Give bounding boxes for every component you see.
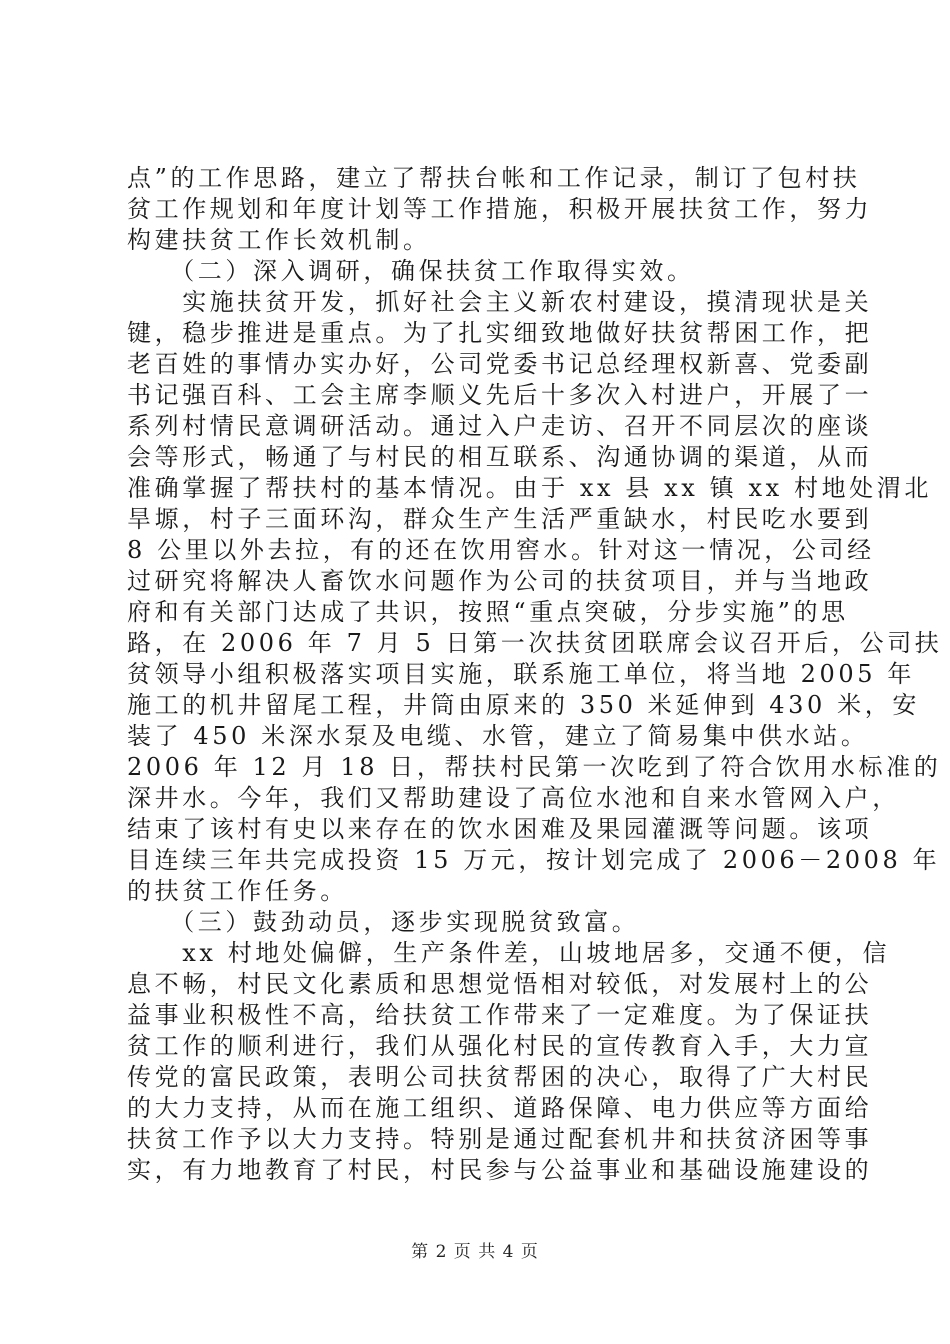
text-line: 点”的工作思路，建立了帮扶台帐和工作记录，制订了包村扶 — [127, 164, 861, 192]
text-line: 过研究将解决人畜饮水问题作为公司的扶贫项目，并与当地政 — [127, 567, 873, 595]
text-line: 书记强百科、工会主席李顺义先后十多次入村进户，开展了一 — [127, 381, 873, 409]
text-line: 施工的机井留尾工程，井筒由原来的 350 米延伸到 430 米，安 — [127, 691, 920, 719]
text-line: 扶贫工作予以大力支持。特别是通过配套机井和扶贫济困等事 — [127, 1125, 873, 1153]
text-line: 的扶贫工作任务。 — [127, 877, 348, 905]
body-text — [127, 163, 943, 1186]
text-line: 旱塬，村子三面环沟，群众生产生活严重缺水，村民吃水要到 — [127, 505, 873, 533]
text-line: 老百姓的事情办实办好，公司党委书记总经理权新喜、党委副 — [127, 350, 873, 378]
text-line: 2006 年 12 月 18 日，帮扶村民第一次吃到了符合饮用水标准的 — [127, 753, 942, 781]
text-line: 贫领导小组积极落实项目实施，联系施工单位，将当地 2005 年 — [127, 660, 915, 688]
text-line: 贫工作规划和年度计划等工作措施，积极开展扶贫工作，努力 — [127, 195, 873, 223]
text-line: 键，稳步推进是重点。为了扎实细致地做好扶贫帮困工作，把 — [127, 319, 873, 347]
text-line: 深井水。今年，我们又帮助建设了高位水池和自来水管网入户， — [127, 784, 900, 812]
text-line: 系列村情民意调研活动。通过入户走访、召开不同层次的座谈 — [127, 412, 873, 440]
text-line: 目连续三年共完成投资 15 万元，按计划完成了 2006－2008 年 — [127, 846, 941, 874]
text-line: 府和有关部门达成了共识，按照“重点突破，分步实施”的思 — [127, 598, 849, 626]
text-line: 结束了该村有史以来存在的饮水困难及果园灌溉等问题。该项 — [127, 815, 873, 843]
text-line: 构建扶贫工作长效机制。 — [127, 226, 431, 254]
text-line: 装了 450 米深水泵及电缆、水管，建立了简易集中供水站。 — [127, 722, 869, 750]
text-line: 贫工作的顺利进行，我们从强化村民的宣传教育入手，大力宣 — [127, 1032, 873, 1060]
text-line: 传党的富民政策，表明公司扶贫帮困的决心，取得了广大村民 — [127, 1063, 873, 1091]
text-line: 准确掌握了帮扶村的基本情况。由于 xx 县 xx 镇 xx 村地处渭北 — [127, 474, 932, 502]
text-line: 的大力支持，从而在施工组织、道路保障、电力供应等方面给 — [127, 1094, 873, 1122]
text-line: 息不畅，村民文化素质和思想觉悟相对较低，对发展村上的公 — [127, 970, 873, 998]
text-line: 会等形式，畅通了与村民的相互联系、沟通协调的渠道，从而 — [127, 443, 873, 471]
text-line: 实，有力地教育了村民，村民参与公益事业和基础设施建设的 — [127, 1156, 873, 1184]
page-footer: 第 2 页 共 4 页 — [411, 1242, 539, 1262]
text-line: 实施扶贫开发，抓好社会主义新农村建设，摸清现状是关 — [127, 288, 873, 316]
text-line: （二）深入调研，确保扶贫工作取得实效。 — [127, 257, 695, 285]
text-line: 8 公里以外去拉，有的还在饮用窖水。针对这一情况，公司经 — [127, 536, 875, 564]
text-line: 益事业积极性不高，给扶贫工作带来了一定难度。为了保证扶 — [127, 1001, 873, 1029]
text-line: （三）鼓劲动员，逐步实现脱贫致富。 — [127, 908, 640, 936]
text-line: 路，在 2006 年 7 月 5 日第一次扶贫团联席会议召开后，公司扶 — [127, 629, 943, 657]
text-line: xx 村地处偏僻，生产条件差，山坡地居多，交通不便，信 — [127, 939, 891, 967]
